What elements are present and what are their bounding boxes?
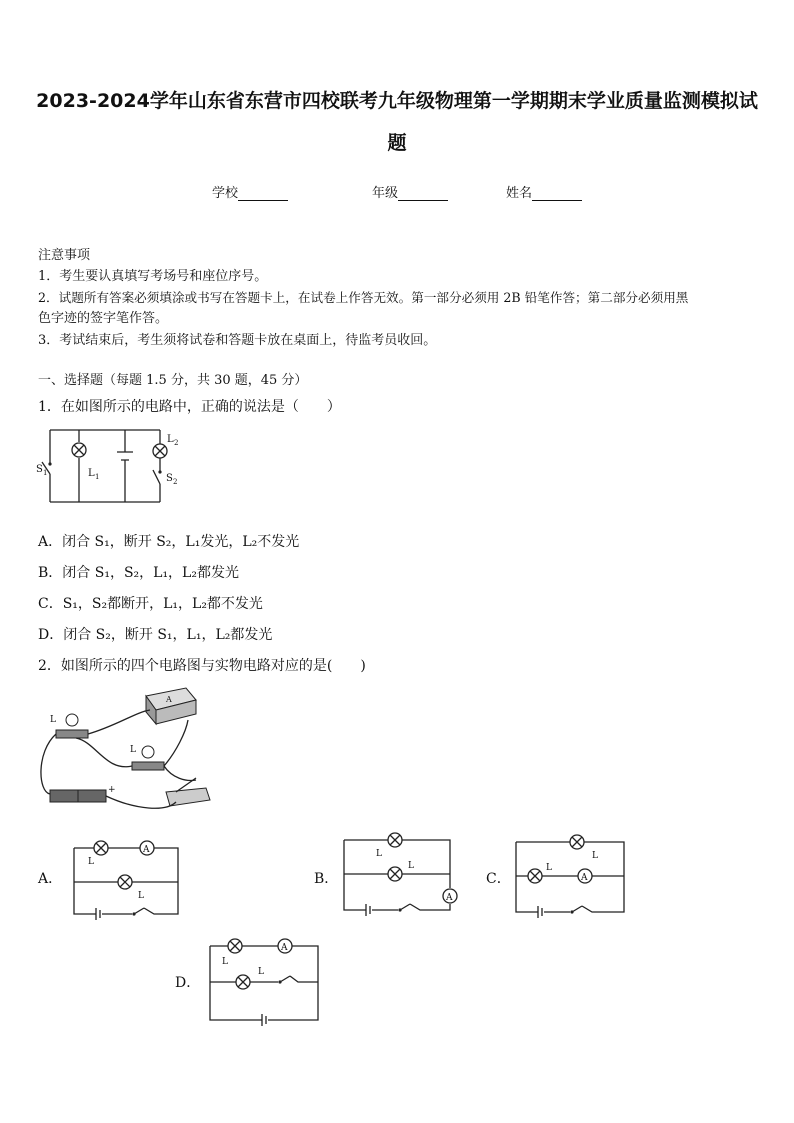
d-ammeter: A — [281, 943, 288, 953]
label-s1: S — [36, 464, 43, 475]
name-blank[interactable] — [532, 187, 582, 201]
q2-option-d-circuit[interactable] — [208, 936, 324, 1026]
grade-label: 年级 — [372, 186, 399, 201]
grade-field[interactable] — [372, 182, 448, 201]
b-ammeter: A — [446, 893, 453, 903]
notice-item: 1．考生要认真填写考场号和座位序号。 — [38, 269, 268, 284]
c-ammeter: A — [581, 873, 588, 883]
section-heading: 一、选择题（每题 1.5 分，共 30 题，45 分） — [38, 373, 308, 388]
name-label: 姓名 — [506, 186, 533, 201]
page-title: 2023-2024学年山东省东营市四校联考九年级物理第一学期期末学业质量监测模拟试 — [36, 90, 758, 112]
q2-physical-circuit-image — [36, 682, 216, 822]
notice-item: 色字迹的签字笔作答。 — [38, 311, 169, 326]
ammeter-label: A — [166, 695, 172, 704]
label-l1-sub: 1 — [95, 473, 100, 481]
q2-option-c-circuit[interactable] — [514, 830, 630, 916]
q2-option-c-letter[interactable]: C． — [486, 871, 511, 887]
school-blank[interactable] — [238, 187, 288, 201]
question-1-stem: 1．在如图所示的电路中，正确的说法是（ ） — [38, 399, 341, 415]
a-ammeter: A — [143, 845, 150, 855]
a-l1: L — [88, 857, 94, 867]
plus-label: + — [108, 785, 116, 795]
l1-label: L — [50, 715, 56, 725]
q1-circuit-diagram — [36, 424, 196, 514]
c-l1: L — [592, 851, 598, 861]
label-s2: S — [166, 473, 173, 484]
q1-option-b[interactable]: B．闭合 S₁，S₂，L₁，L₂都发光 — [38, 565, 239, 581]
question-2-stem: 2．如图所示的四个电路图与实物电路对应的是( ) — [38, 658, 366, 674]
d-l1: L — [222, 957, 228, 967]
school-field[interactable] — [212, 182, 288, 201]
b-l1: L — [376, 849, 382, 859]
notice-item: 3．考试结束后，考生须将试卷和答题卡放在桌面上，待监考员收回。 — [38, 333, 437, 348]
q2-option-d-letter[interactable]: D． — [175, 975, 201, 991]
q1-option-c[interactable]: C．S₁，S₂都断开，L₁，L₂都不发光 — [38, 596, 263, 612]
label-l1: L — [88, 468, 95, 479]
a-l2: L — [138, 891, 144, 901]
q1-option-d[interactable]: D．闭合 S₂，断开 S₁，L₁，L₂都发光 — [38, 627, 273, 643]
q2-option-b-circuit[interactable] — [342, 828, 462, 918]
grade-blank[interactable] — [398, 187, 448, 201]
name-field[interactable] — [506, 182, 582, 201]
notice-item: 2．试题所有答案必须填涂或书写在答题卡上，在试卷上作答无效。第一部分必须用 2B 铅笔作答；第二部分必须用黑 — [38, 290, 689, 305]
q2-option-a-letter[interactable]: A． — [38, 871, 63, 887]
label-s2-sub: 2 — [173, 478, 178, 486]
label-s1-sub: 1 — [43, 469, 48, 477]
notice-heading: 注意事项 — [38, 248, 91, 263]
label-l2: L — [167, 434, 174, 445]
b-l2: L — [408, 861, 414, 871]
q1-option-a[interactable]: A．闭合 S₁，断开 S₂，L₁发光，L₂不发光 — [38, 534, 300, 550]
q2-option-b-letter[interactable]: B． — [314, 871, 339, 887]
l2-label: L — [130, 745, 136, 755]
label-l2-sub: 2 — [174, 439, 179, 447]
d-l2: L — [258, 967, 264, 977]
c-l2: L — [546, 863, 552, 873]
q2-option-a-circuit[interactable] — [72, 836, 182, 918]
school-label: 学校 — [212, 186, 239, 201]
page-title-continued: 题 — [387, 132, 407, 154]
